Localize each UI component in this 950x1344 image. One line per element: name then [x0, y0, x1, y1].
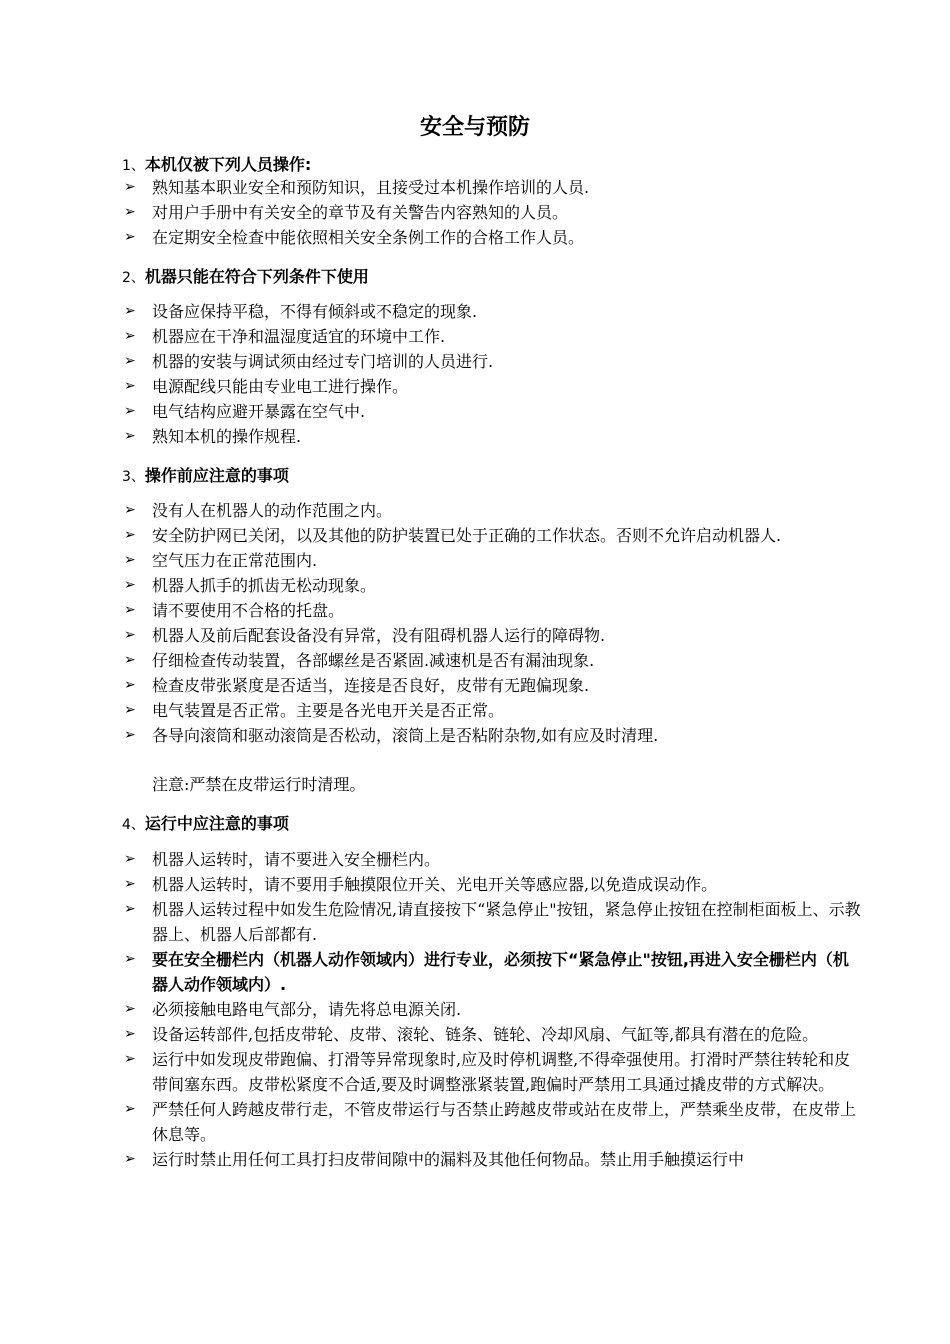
list-item: ➢ 熟知本机的操作规程.: [122, 424, 862, 449]
list-item: ➢ 必须接触电路电气部分，请先将总电源关闭.: [122, 997, 862, 1022]
list-item: ➢ 空气压力在正常范围内.: [122, 548, 862, 573]
list-item: ➢ 机器的安装与调试须由经过专门培训的人员进行.: [122, 349, 862, 374]
arrow-bullet-icon: ➢: [124, 627, 136, 643]
arrow-bullet-icon: ➢: [124, 428, 136, 444]
section-4-list: [122, 847, 862, 1172]
list-item: ➢ 电气装置是否正常。主要是各光电开关是否正常。: [122, 698, 862, 723]
list-item-warning: ➢ 要在安全栅栏内（机器人动作领域内）进行专业，必须按下“紧急停止"按钮,再进入安全栅栏内（机器人动作领域内）.: [122, 947, 862, 997]
list-item: ➢ 机器人运转时，请不要用手触摸限位开关、光电开关等感应器,以免造成误动作。: [122, 872, 862, 897]
arrow-bullet-icon: ➢: [124, 901, 136, 917]
list-item: ➢ 运行中如发现皮带跑偏、打滑等异常现象时,应及时停机调整,不得牵强使用。打滑时严禁往转轮和皮带间塞东西。皮带松紧度不合适,要及时调整涨紧装置,跑偏时严禁用工具通过撬皮带的方式解决。: [122, 1047, 862, 1097]
list-item: ➢ 机器应在干净和温湿度适宜的环境中工作.: [122, 324, 862, 349]
list-item: ➢ 设备运转部件,包括皮带轮、皮带、滚轮、链条、链轮、冷却风扇、气缸等,都具有潜在的危险。: [122, 1022, 862, 1047]
list-item: ➢ 请不要使用不合格的托盘。: [122, 598, 862, 623]
list-item: ➢ 对用户手册中有关安全的章节及有关警告内容熟知的人员。: [122, 200, 862, 225]
arrow-bullet-icon: ➢: [124, 552, 136, 568]
section-number: 4、: [122, 817, 145, 833]
list-item: ➢ 机器人及前后配套设备没有异常，没有阻碍机器人运行的障碍物.: [122, 623, 862, 648]
arrow-bullet-icon: ➢: [124, 577, 136, 593]
list-item: ➢ 运行时禁止用任何工具打扫皮带间隙中的漏料及其他任何物品。禁止用手触摸运行中: [122, 1147, 862, 1172]
list-item: ➢ 机器人抓手的抓齿无松动现象。: [122, 573, 862, 598]
list-item: ➢ 在定期安全检查中能依照相关安全条例工作的合格工作人员。: [122, 225, 862, 250]
arrow-bullet-icon: ➢: [124, 727, 136, 743]
list-item: ➢ 严禁任何人跨越皮带行走，不管皮带运行与否禁止跨越皮带或站在皮带上，严禁乘坐皮带，在皮带上休息等。: [122, 1097, 862, 1147]
arrow-bullet-icon: ➢: [124, 502, 136, 518]
arrow-bullet-icon: ➢: [124, 204, 136, 220]
list-item: ➢ 机器人运转时，请不要进入安全栅栏内。: [122, 847, 862, 872]
section-title: 运行中应注意的事项: [144, 814, 289, 833]
section-number: 2、: [122, 270, 145, 286]
list-item: ➢ 设备应保持平稳，不得有倾斜或不稳定的现象.: [122, 299, 862, 324]
arrow-bullet-icon: ➢: [124, 1001, 136, 1017]
section-4-heading: [122, 811, 289, 834]
list-item: ➢ 电气结构应避开暴露在空气中.: [122, 399, 862, 424]
section-3-note: 注意:严禁在皮带运行时清理。: [152, 775, 366, 794]
list-item: ➢ 检查皮带张紧度是否适当，连接是否良好，皮带有无跑偏现象.: [122, 673, 862, 698]
section-3-heading: [122, 463, 289, 486]
arrow-bullet-icon: ➢: [124, 851, 136, 867]
arrow-bullet-icon: ➢: [124, 179, 136, 195]
arrow-bullet-icon: ➢: [124, 378, 136, 394]
section-1-list: [122, 175, 862, 250]
arrow-bullet-icon: ➢: [124, 527, 136, 543]
arrow-bullet-icon: ➢: [124, 328, 136, 344]
section-2-heading: [122, 264, 369, 287]
arrow-bullet-icon: ➢: [124, 702, 136, 718]
section-2-list: [122, 299, 862, 449]
list-item: ➢ 机器人运转过程中如发生危险情况,请直接按下“紧急停止"按钮，紧急停止按钮在控制柜面板上、示教器上、机器人后部都有.: [122, 897, 862, 947]
arrow-bullet-icon: ➢: [124, 1051, 136, 1067]
section-number: 1、: [122, 158, 145, 174]
arrow-bullet-icon: ➢: [124, 951, 136, 967]
section-number: 3、: [122, 469, 145, 485]
list-item: ➢ 安全防护网已关闭，以及其他的防护装置已处于正确的工作状态。否则不允许启动机器人.: [122, 523, 862, 548]
arrow-bullet-icon: ➢: [124, 1026, 136, 1042]
list-item: ➢ 各导向滚筒和驱动滚筒是否松动，滚筒上是否粘附杂物,如有应及时清理.: [122, 723, 862, 748]
arrow-bullet-icon: ➢: [124, 403, 136, 419]
arrow-bullet-icon: ➢: [124, 1101, 136, 1117]
section-title: 操作前应注意的事项: [144, 466, 289, 485]
section-title: 本机仅被下列人员操作:: [144, 155, 312, 174]
arrow-bullet-icon: ➢: [124, 353, 136, 369]
section-title: 机器只能在符合下列条件下使用: [144, 267, 369, 286]
list-item: ➢ 熟知基本职业安全和预防知识，且接受过本机操作培训的人员.: [122, 175, 862, 200]
list-item: ➢ 没有人在机器人的动作范围之内。: [122, 498, 862, 523]
arrow-bullet-icon: ➢: [124, 303, 136, 319]
list-item: ➢ 电源配线只能由专业电工进行操作。: [122, 374, 862, 399]
arrow-bullet-icon: ➢: [124, 602, 136, 618]
arrow-bullet-icon: ➢: [124, 229, 136, 245]
arrow-bullet-icon: ➢: [124, 1151, 136, 1167]
section-1-heading: [122, 152, 311, 175]
arrow-bullet-icon: ➢: [124, 652, 136, 668]
section-3-list: [122, 498, 862, 748]
list-item: ➢ 仔细检查传动装置，各部螺丝是否紧固.减速机是否有漏油现象.: [122, 648, 862, 673]
arrow-bullet-icon: ➢: [124, 876, 136, 892]
page-title: 安全与预防: [419, 115, 530, 140]
arrow-bullet-icon: ➢: [124, 677, 136, 693]
